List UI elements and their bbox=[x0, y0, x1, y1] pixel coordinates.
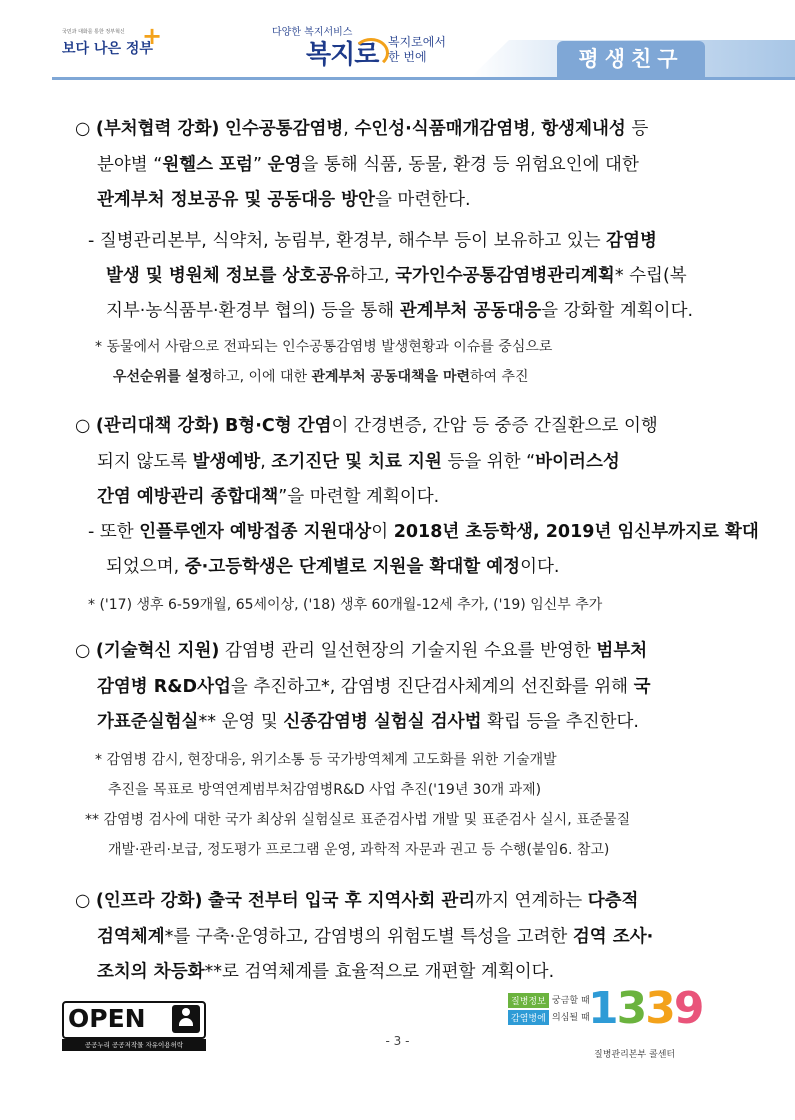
paragraph-line: ○ (관리대책 강화) B형·C형 간염이 간경변증, 간암 등 중증 간질환으로 이행 bbox=[75, 416, 658, 436]
bold-text: 국가인수공통감염병관리계획 bbox=[395, 266, 615, 286]
bold-text: 원헬스 포럼 bbox=[162, 154, 253, 175]
plus-icon: + bbox=[142, 22, 163, 50]
bold-text: (기술혁신 지원) bbox=[95, 641, 220, 661]
paragraph-line: 가표준실험실** 운영 및 신종감염병 실험실 검사법 확립 등을 추진한다. bbox=[97, 712, 639, 732]
bold-text: 감염병 bbox=[606, 231, 657, 251]
bold-text: 관계부처 정보공유 및 공동대응 방안 bbox=[97, 190, 375, 210]
bold-text: (인프라 강화) bbox=[95, 891, 203, 911]
call-text-1: 궁금할 때 bbox=[552, 996, 590, 1006]
callcenter-logo bbox=[508, 985, 708, 1065]
bold-text: 항생제내성 bbox=[541, 119, 626, 139]
logo-bokjiro bbox=[268, 20, 468, 70]
bold-text: 조기진단 및 치료 지원 bbox=[271, 451, 442, 472]
paragraph-line: 간염 예방관리 종합대책”을 마련할 계획이다. bbox=[97, 487, 440, 507]
bold-text: 신종감염병 실험실 검사법 bbox=[283, 712, 482, 732]
sub-item-line: 되었으며, 중·고등학생은 단계별로 지원을 확대할 예정이다. bbox=[106, 557, 560, 577]
call-digit: 3 bbox=[616, 983, 646, 1034]
sub-item-line: 지부·농식품부·환경부 협의) 등을 통해 관계부처 공동대응을 강화할 계획이다. bbox=[106, 301, 694, 321]
footnote-line: 우선순위를 설정하고, 이에 대한 관계부처 공동대책을 마련하여 추진 bbox=[113, 369, 529, 385]
bold-text: 운영 bbox=[267, 154, 302, 175]
paragraph-line: 분야별 “원헬스 포럼” 운영을 통해 식품, 동물, 환경 등 위험요인에 대한 bbox=[97, 154, 639, 175]
bold-text: 감염병 R&D사업 bbox=[97, 676, 231, 697]
bold-text: 가표준실험실 bbox=[97, 712, 199, 732]
bold-text: 간염 예방관리 종합대책 bbox=[97, 487, 279, 507]
bold-text: 국 bbox=[633, 676, 651, 697]
paragraph-line: ○ (부처협력 강화) 인수공통감염병, 수인성·식품매개감염병, 항생제내성 등 bbox=[75, 119, 649, 139]
sub-item-line: - 또한 인플루엔자 예방접종 지원대상이 2018년 초등학생, 2019년 임신부까지로 확대 bbox=[88, 522, 759, 542]
paragraph-line: ○ (인프라 강화) 출국 전부터 입국 후 지역사회 관리까지 연계하는 다층적 bbox=[75, 891, 639, 911]
swoosh-icon bbox=[353, 38, 389, 68]
bold-text: 검역체계 bbox=[97, 926, 165, 947]
footnote-line: ** 감염병 검사에 대한 국가 최상위 실험실로 표준검사법 개발 및 표준검사 실시, 표준물질 bbox=[85, 812, 631, 828]
sub-item-line: 발생 및 병원체 정보를 상호공유하고, 국가인수공통감염병관리계획* 수립(복 bbox=[106, 266, 687, 286]
call-text-2: 의심될 때 bbox=[552, 1013, 590, 1023]
footnote-line: 추진을 목표로 방역연계범부처감염병R&D 사업 추진('19년 30개 과제) bbox=[108, 782, 542, 798]
open-caption: 공공누리 공공저작물 자유이용허락 bbox=[62, 1039, 206, 1051]
call-tag-1: 질병정보 bbox=[508, 993, 549, 1008]
bold-text: 중·고등학생은 단계별로 지원을 확대할 예정 bbox=[184, 557, 521, 577]
call-digit: 9 bbox=[673, 983, 703, 1034]
bold-text: 관계부처 공동대응 bbox=[399, 301, 542, 321]
attribution-icon bbox=[172, 1005, 200, 1033]
bold-text: 바이러스성 bbox=[535, 451, 620, 472]
logo1-title: 보다 나은 정부 bbox=[62, 41, 153, 57]
logo2-slogan-1: 복지로에서 bbox=[388, 35, 446, 49]
bold-text: 발생예방 bbox=[192, 451, 261, 472]
bold-text: 범부처 bbox=[596, 641, 648, 661]
paragraph-line: 되지 않도록 발생예방, 조기진단 및 치료 지원 등을 위한 “바이러스성 bbox=[97, 451, 620, 472]
logo2-caption: 다양한 복지서비스 bbox=[272, 27, 353, 38]
call-digit: 1 bbox=[588, 983, 617, 1034]
bold-text: 관계부처 공동대책을 마련 bbox=[311, 369, 471, 385]
call-number bbox=[588, 983, 703, 1034]
bold-text: 인플루엔자 예방접종 지원대상 bbox=[139, 522, 372, 542]
open-text: OPEN bbox=[68, 1004, 146, 1033]
bold-text: 수인성·식품매개감염병 bbox=[354, 119, 531, 139]
page-number: - 3 - bbox=[385, 1034, 410, 1048]
bold-text: 조치의 차등화 bbox=[97, 962, 205, 982]
call-digit: 3 bbox=[645, 983, 674, 1034]
logo-government bbox=[52, 20, 162, 68]
bold-text: 출국 전부터 입국 후 지역사회 관리 bbox=[208, 891, 476, 911]
call-subtitle: 질병관리본부 콜센터 bbox=[594, 1050, 676, 1060]
logo2-title: 복지로 bbox=[306, 40, 379, 70]
bold-text: 발생 및 병원체 정보를 상호공유 bbox=[106, 266, 351, 286]
bold-text: 우선순위를 설정 bbox=[113, 369, 213, 385]
sub-item-line: - 질병관리본부, 식약처, 농림부, 환경부, 해수부 등이 보유하고 있는 감염병 bbox=[88, 231, 657, 251]
bold-text: 다층적 bbox=[587, 891, 639, 911]
paragraph-line: ○ (기술혁신 지원) 감염병 관리 일선현장의 기술지원 수요를 반영한 범부처 bbox=[75, 641, 648, 661]
footnote-line: * 동물에서 사람으로 전파되는 인수공통감염병 발생현황과 이슈를 중심으로 bbox=[95, 339, 553, 355]
footnote-line: 개발·관리·보급, 정도평가 프로그램 운영, 과학적 자문과 권고 등 수행(붙임6. 참고) bbox=[108, 842, 610, 858]
paragraph-line: 검역체계*를 구축·운영하고, 감염병의 위험도별 특성을 고려한 검역 조사· bbox=[97, 926, 654, 947]
footnote-line: * 감염병 감시, 현장대응, 위기소통 등 국가방역체계 고도화를 위한 기술개발 bbox=[95, 752, 557, 768]
bold-text: 인수공통감염병 bbox=[224, 119, 344, 139]
bold-text: B형·C형 간염 bbox=[224, 416, 332, 436]
paragraph-line: 조치의 차등화**로 검역체계를 효율적으로 개편할 계획이다. bbox=[97, 962, 555, 982]
logo1-caption: 국민과 대화를 통한 정부혁신 bbox=[62, 29, 125, 35]
call-tag-2: 감염병에 bbox=[508, 1010, 549, 1025]
header-divider bbox=[52, 77, 795, 80]
bold-text: 2018년 초등학생, 2019년 임신부까지로 확대 bbox=[393, 522, 759, 542]
logo2-slogan-2: 한 번에 bbox=[388, 50, 427, 64]
footnote-line: * ('17) 생후 6-59개월, 65세이상, ('18) 생후 60개월-12세 추가, ('19) 임신부 추가 bbox=[88, 597, 603, 613]
bold-text: (부처협력 강화) bbox=[95, 119, 220, 139]
header-tag: 평생친구 bbox=[557, 41, 705, 78]
bold-text: 검역 조사· bbox=[572, 926, 654, 947]
paragraph-line: 관계부처 정보공유 및 공동대응 방안을 마련한다. bbox=[97, 190, 471, 210]
paragraph-line: 감염병 R&D사업을 추진하고*, 감염병 진단검사체계의 선진화를 위해 국 bbox=[97, 676, 651, 697]
bold-text: (관리대책 강화) bbox=[95, 416, 220, 436]
